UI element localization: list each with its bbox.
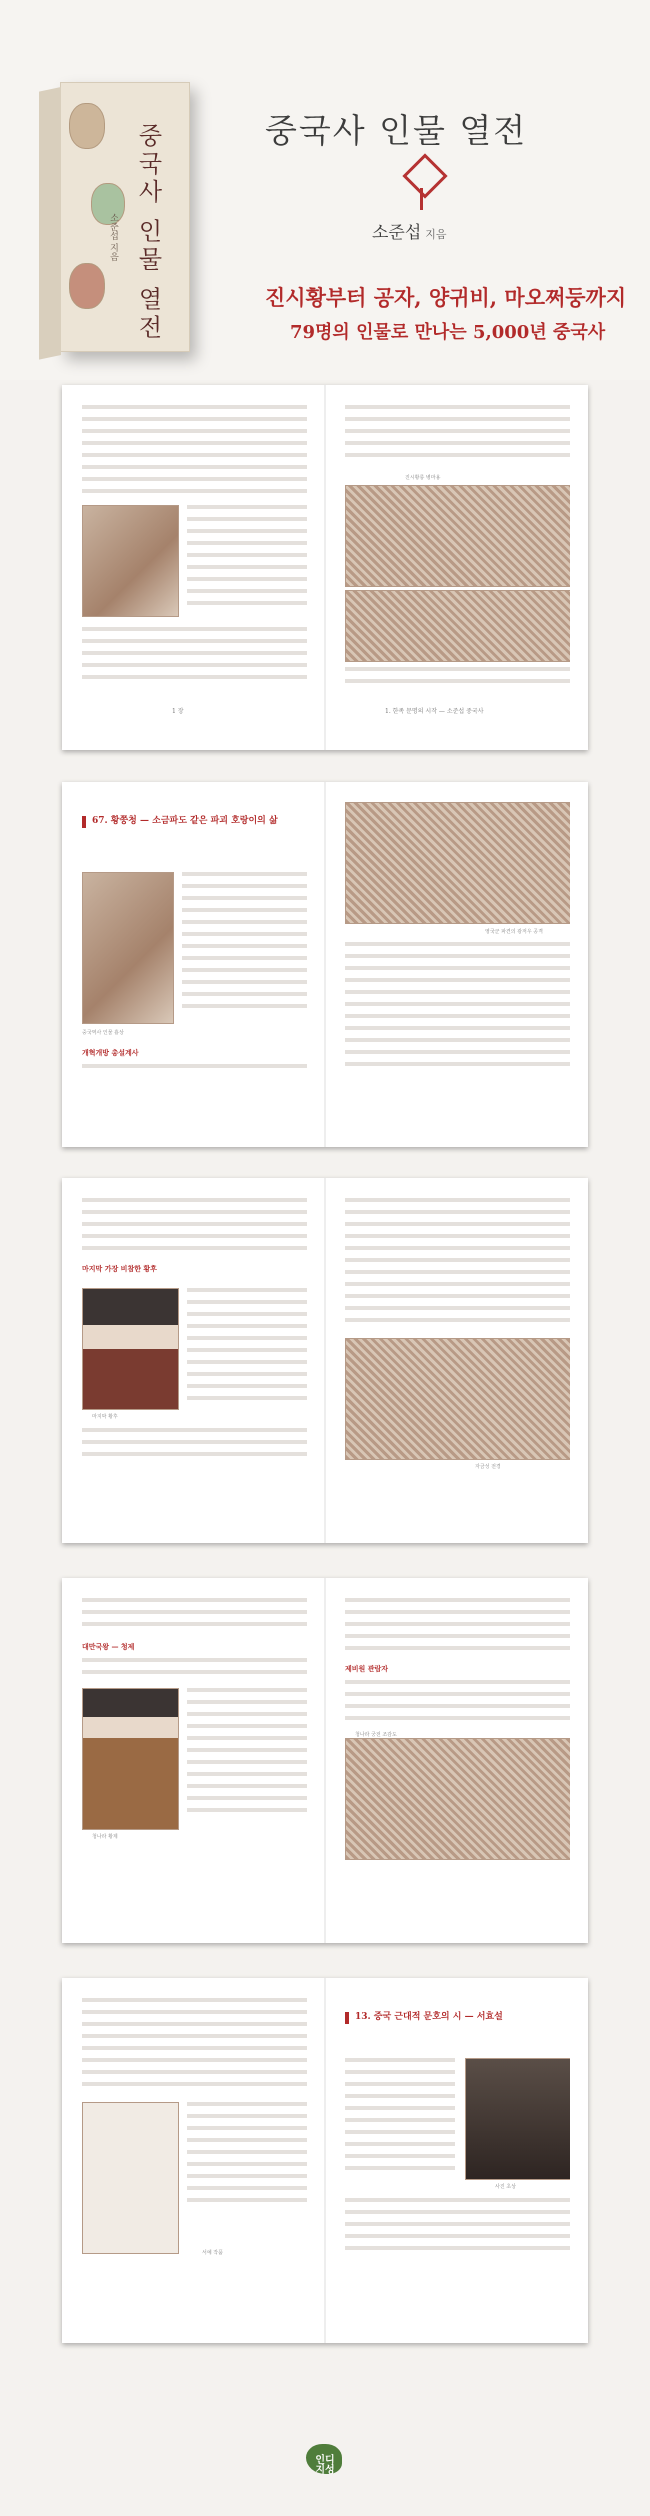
page-left [82,405,307,725]
photo-caption: 마지막 황후 [92,1414,118,1420]
portrait-photo [465,2058,570,2180]
logo-text-2: 지성 [315,2465,335,2476]
chinese-knot-tail [420,188,423,210]
spread-1 [62,385,588,750]
spread-3 [62,1178,588,1543]
calligraphy-image [82,2102,179,2254]
page-right [345,405,570,725]
page-left [82,802,307,1122]
left-folio: 1 장 [172,708,184,715]
right-folio: 1. 한족 문명의 시작 — 소준섭 중국사 [385,708,484,715]
page-right [345,1198,570,1518]
photo-caption: 사진 초상 [495,2184,516,2190]
emperor-portrait [82,1688,179,1830]
photo-caption: 청나라 궁전 조감도 [355,1732,397,1738]
section-heading: 제비원 관람자 [345,1664,389,1673]
statue-photo [82,872,174,1024]
page-left [82,1998,307,2318]
tagline-1: 진시황부터 공자, 양귀비, 마오쩌둥까지 [265,285,627,310]
portrait-emperor [69,103,105,149]
photo-caption: 진시황릉 병마용 [405,475,441,481]
page-right [345,1998,570,2318]
photo-caption: 서예 작품 [202,2250,223,2256]
spread-2 [62,782,588,1147]
chapter-title: 67. 황쭝청 — 소금파도 같은 파괴 호랑이의 삶 [92,816,278,826]
palace-illustration [345,1738,570,1860]
page-right [345,802,570,1122]
cover-author: 소준섭 지음 [108,213,118,261]
empress-portrait [82,1288,179,1410]
book-title: 중국사 인물 열전 [265,111,528,150]
book-spine [39,87,61,360]
author-name: 소준섭 [372,223,422,243]
palace-illustration [345,1338,570,1460]
emperor-illustration [82,505,179,617]
book-cover [60,82,190,352]
photo-caption: 자금성 전경 [475,1464,501,1470]
page-right [345,1598,570,1918]
logo-text-1: 인디 [315,2455,335,2466]
tagline-2: 79명의 인물로 만나는 5,000년 중국사 [290,322,606,343]
portrait-red [69,263,105,309]
page-left [82,1598,307,1918]
author-suffix: 지음 [425,228,447,241]
publisher-logo-text [300,2456,350,2476]
terracotta-photo-2 [345,590,570,662]
photo-caption: 중국역사 인물 흉상 [82,1030,124,1036]
author [372,218,447,243]
chapter-bar [345,2012,349,2024]
section-heading: 개혁개방 총설계사 [82,1048,139,1057]
cover-title: 중국사 인물 열전 [134,123,162,343]
section-heading: 대만국왕 — 청제 [82,1642,135,1651]
battle-illustration [345,802,570,924]
chinese-knot-icon [402,153,447,198]
photo-caption: 청나라 황제 [92,1834,118,1840]
publisher-logo [300,2440,350,2490]
hero-section [0,0,650,380]
page-left [82,1198,307,1518]
chapter-bar [82,816,86,828]
photo-caption: 영국군 파견의 광저우 공격 [485,929,543,935]
terracotta-photo [345,485,570,587]
spread-5 [62,1978,588,2343]
chapter-title: 13. 중국 근대적 문호의 시 — 서효설 [355,2012,503,2022]
spread-4 [62,1578,588,1943]
section-heading: 마지막 가장 비참한 황후 [82,1264,157,1273]
